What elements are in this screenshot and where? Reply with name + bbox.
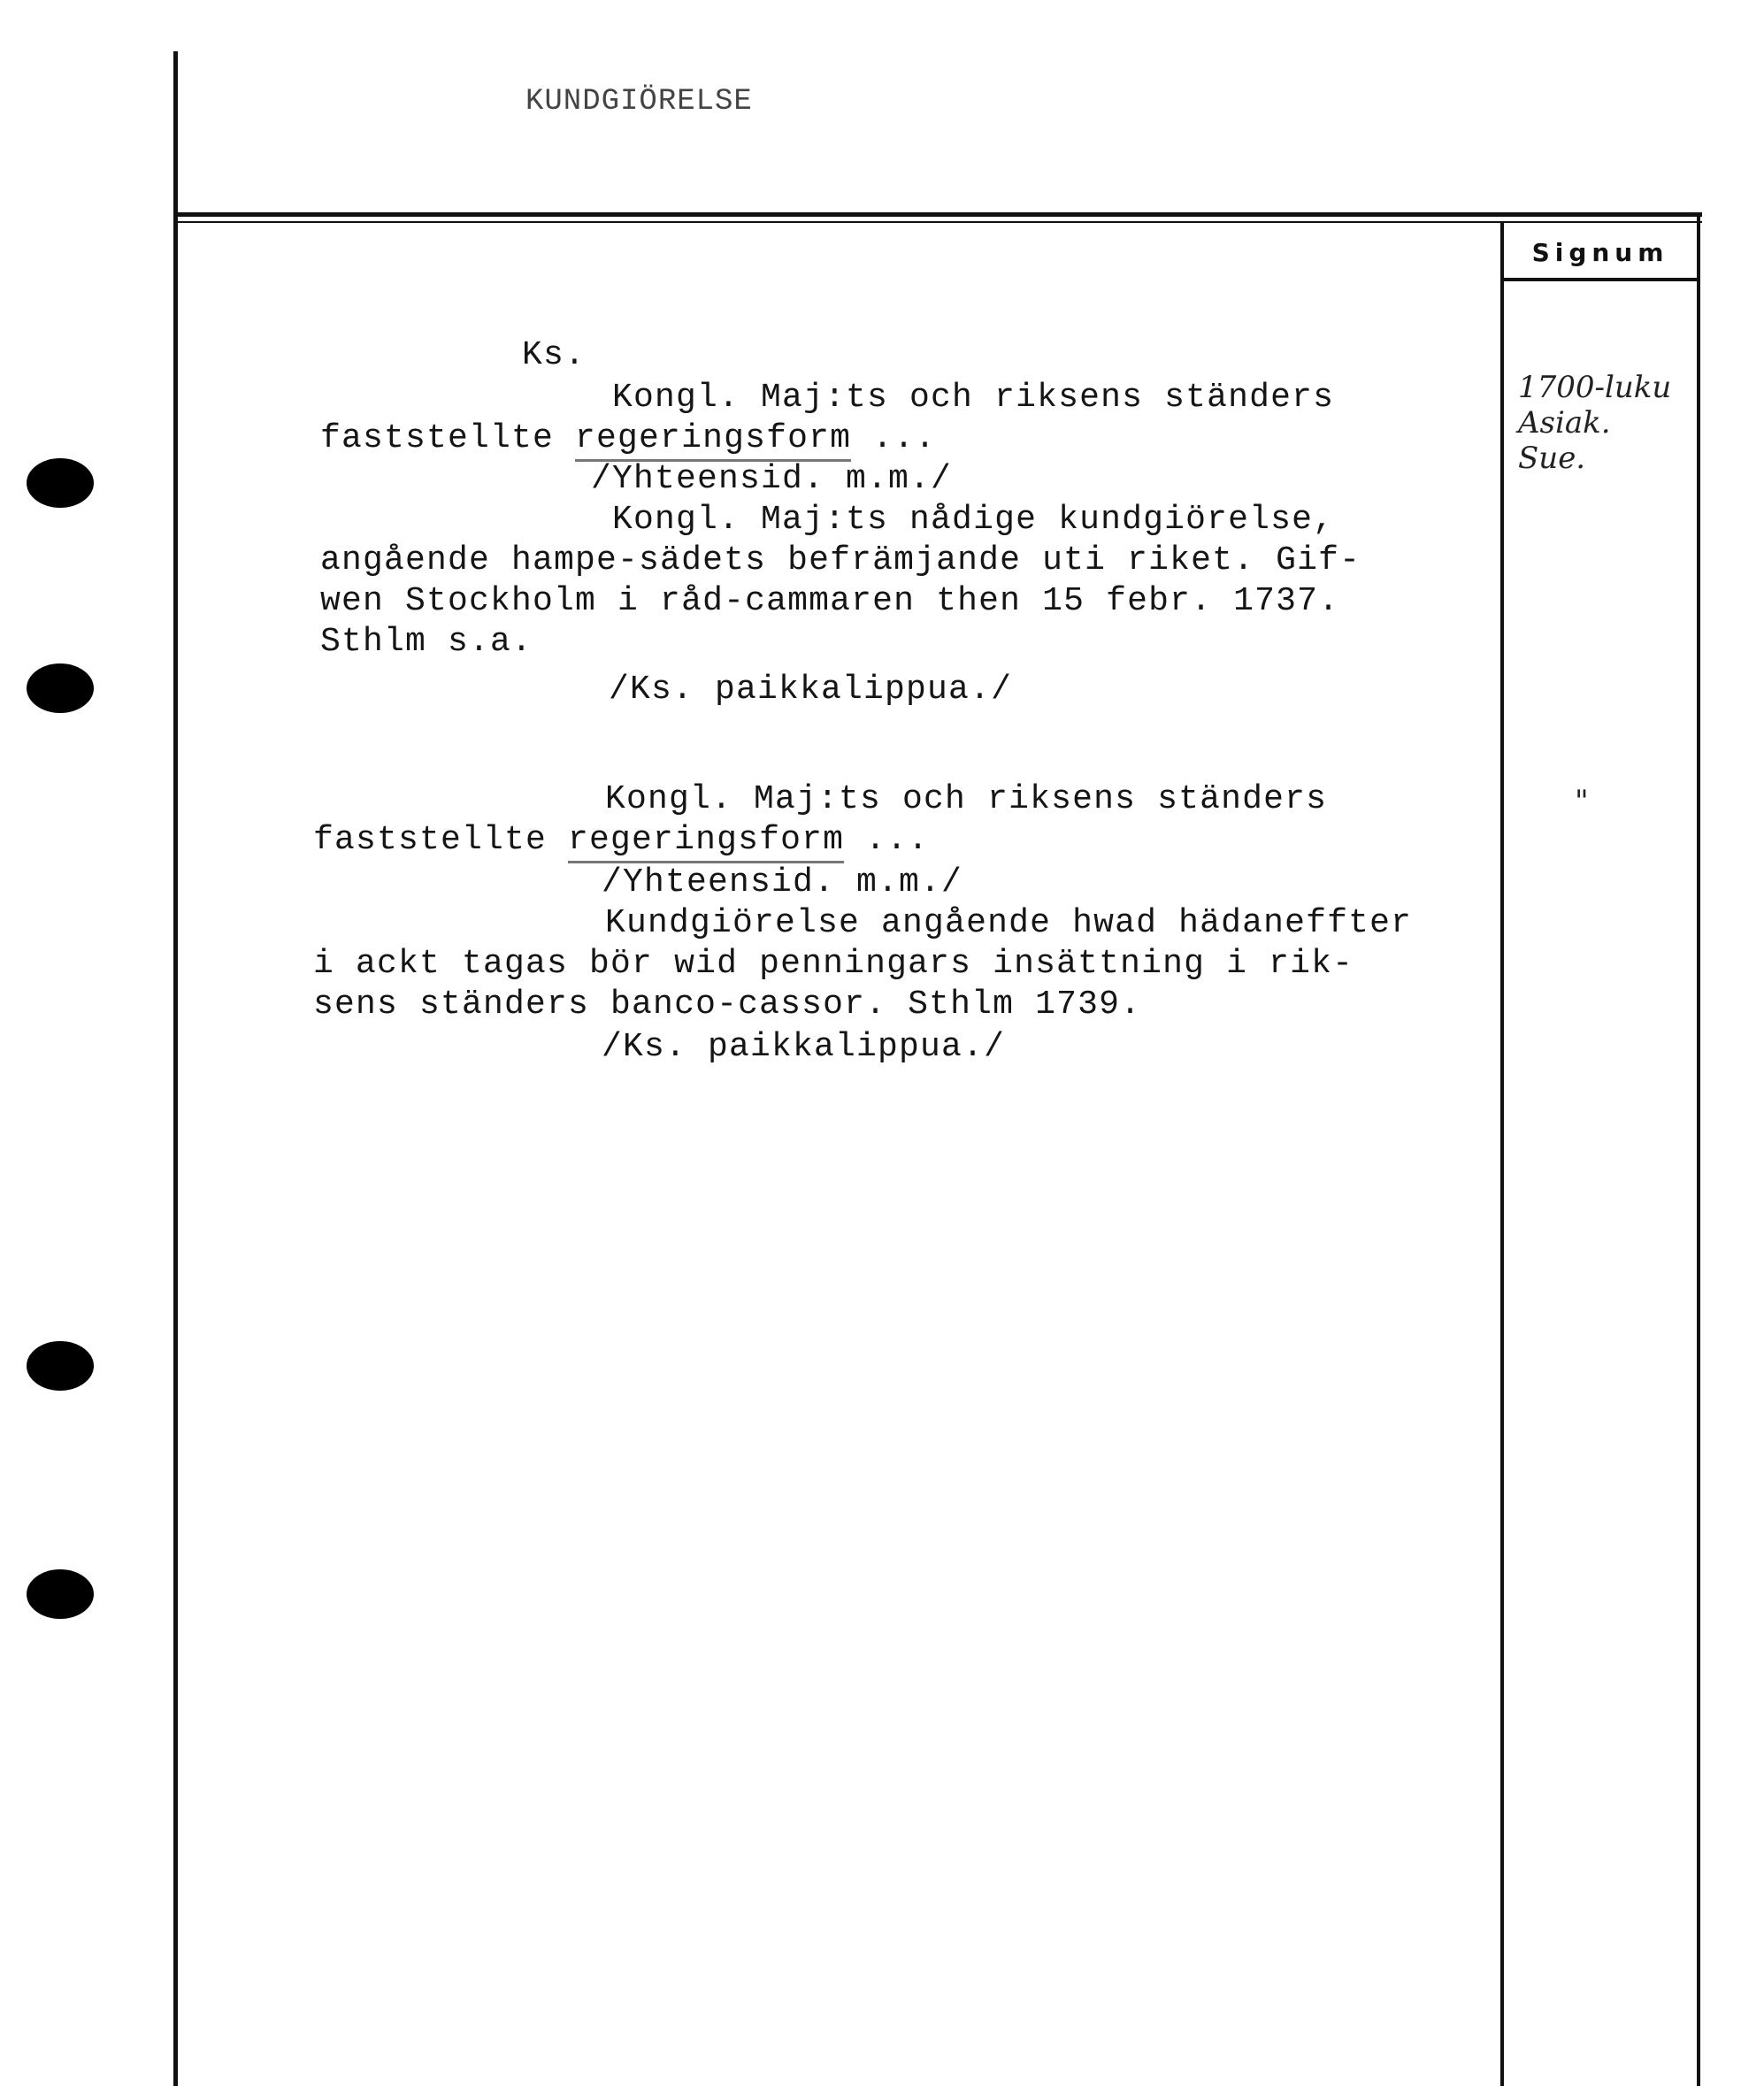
entry-prefix: Ks. bbox=[522, 336, 587, 374]
signum-handwritten: 1700-luku Asiak. Sue. bbox=[1518, 370, 1672, 476]
frame-right-rule bbox=[1697, 212, 1700, 2086]
underlined-title: regeringsform bbox=[568, 821, 844, 863]
underlined-title: regeringsform bbox=[575, 419, 851, 462]
entry-note: /Ks. paikkalippua./ bbox=[602, 1028, 1006, 1066]
signum-column-rule bbox=[1500, 223, 1504, 2086]
punch-hole bbox=[27, 458, 94, 508]
entry-body-line: Sthlm s.a. bbox=[320, 623, 533, 661]
entry-body-line: Kundgiörelse angående hwad hädaneffter bbox=[605, 904, 1413, 942]
punch-hole bbox=[27, 663, 94, 713]
entry-body-line: Kongl. Maj:ts nådige kundgiörelse, bbox=[612, 501, 1335, 539]
entry-body-line: sens ständers banco-cassor. Sthlm 1739. bbox=[313, 985, 1142, 1024]
frame-left-rule bbox=[173, 51, 178, 2086]
frame-top-rule bbox=[173, 212, 1702, 217]
entry-note: /Yhteensid. m.m./ bbox=[591, 460, 953, 498]
entry-note: /Ks. paikkalippua./ bbox=[609, 671, 1013, 709]
entry-title-line: Kongl. Maj:ts och riksens ständers bbox=[612, 379, 1335, 417]
entry-body-line: wen Stockholm i råd-cammaren then 15 febr. 1737. bbox=[320, 582, 1340, 620]
card-title: KUNDGIÖRELSE bbox=[525, 85, 753, 119]
entry-body-line: i ackt tagas bör wid penningars insättning i rik- bbox=[313, 945, 1354, 983]
entry-note: /Yhteensid. m.m./ bbox=[602, 863, 963, 901]
entry-body-line: angående hampe-sädets befrämjande uti riket. Gif- bbox=[320, 541, 1361, 579]
punch-hole bbox=[27, 1341, 94, 1391]
frame-top-rule-thin bbox=[173, 221, 1702, 223]
punch-hole bbox=[27, 1569, 94, 1619]
signum-handwritten: " bbox=[1575, 784, 1589, 819]
entry-title-line: faststellte regeringsform ... bbox=[320, 419, 936, 458]
signum-header: Signum bbox=[1531, 238, 1669, 267]
entry-title-line: Kongl. Maj:ts och riksens ständers bbox=[605, 780, 1328, 818]
entry-title-line: faststellte regeringsform ... bbox=[313, 821, 929, 860]
signum-header-rule bbox=[1500, 278, 1700, 281]
